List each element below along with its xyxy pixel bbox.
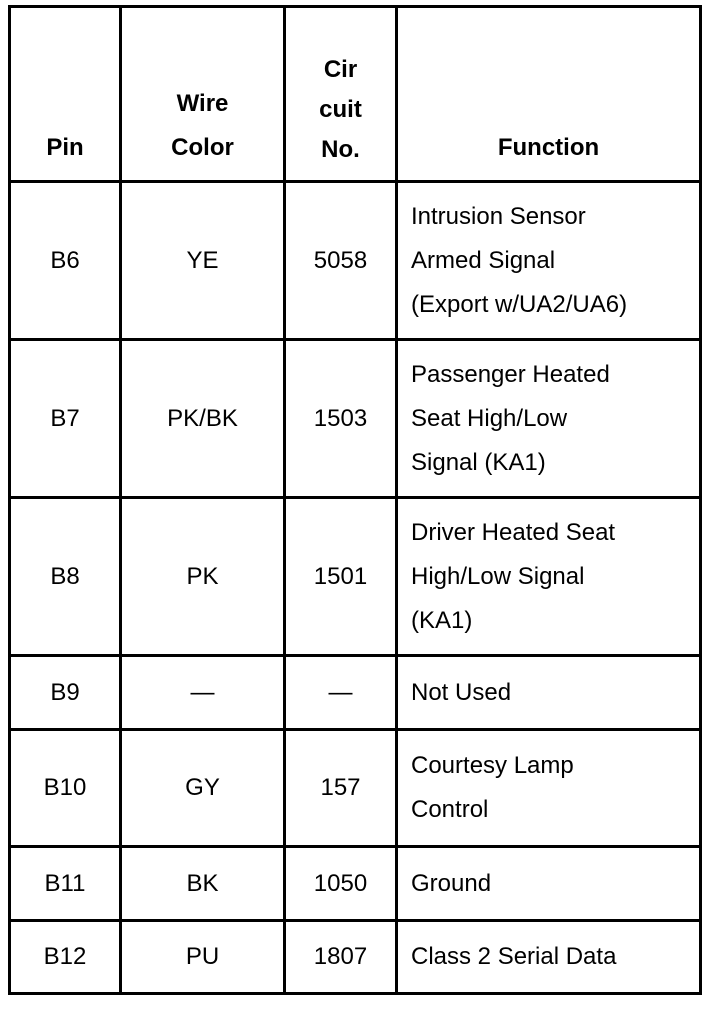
table-row (10, 730, 701, 847)
pin-cell: B9 (10, 656, 121, 730)
circuit-cell: 1503 (285, 340, 397, 498)
circuit-cell: 1050 (285, 847, 397, 921)
table-row (10, 656, 701, 730)
pin-cell: B12 (10, 921, 121, 994)
pin-cell: B8 (10, 498, 121, 656)
pin-cell: B7 (10, 340, 121, 498)
table-row (10, 182, 701, 340)
function-cell: Ground (397, 847, 701, 921)
function-cell: Class 2 Serial Data (397, 921, 701, 994)
pin-cell: B10 (10, 730, 121, 847)
header-circuit-no: Cir cuit No. (285, 7, 397, 182)
circuit-cell: 5058 (285, 182, 397, 340)
wire-color-cell: GY (121, 730, 285, 847)
table-row (10, 498, 701, 656)
wire-color-cell: PK/BK (121, 340, 285, 498)
function-cell: Passenger Heated Seat High/Low Signal (KA1) (397, 340, 701, 498)
header-pin: Pin (10, 7, 121, 182)
circuit-cell: 1501 (285, 498, 397, 656)
function-cell: Intrusion Sensor Armed Signal (Export w/UA2/UA6) (397, 182, 701, 340)
pin-cell: B11 (10, 847, 121, 921)
connector-pinout-table (8, 5, 702, 995)
header-wire-color: Wire Color (121, 7, 285, 182)
pin-cell: B6 (10, 182, 121, 340)
header-row (10, 7, 701, 182)
wire-color-cell: BK (121, 847, 285, 921)
table-row (10, 921, 701, 994)
wire-color-cell: PK (121, 498, 285, 656)
function-cell: Not Used (397, 656, 701, 730)
wire-color-cell: — (121, 656, 285, 730)
table-row (10, 847, 701, 921)
circuit-cell: 1807 (285, 921, 397, 994)
function-cell: Courtesy Lamp Control (397, 730, 701, 847)
table-row (10, 340, 701, 498)
wire-color-cell: YE (121, 182, 285, 340)
circuit-cell: 157 (285, 730, 397, 847)
wire-color-cell: PU (121, 921, 285, 994)
function-cell: Driver Heated Seat High/Low Signal (KA1) (397, 498, 701, 656)
circuit-cell: — (285, 656, 397, 730)
header-function: Function (397, 7, 701, 182)
